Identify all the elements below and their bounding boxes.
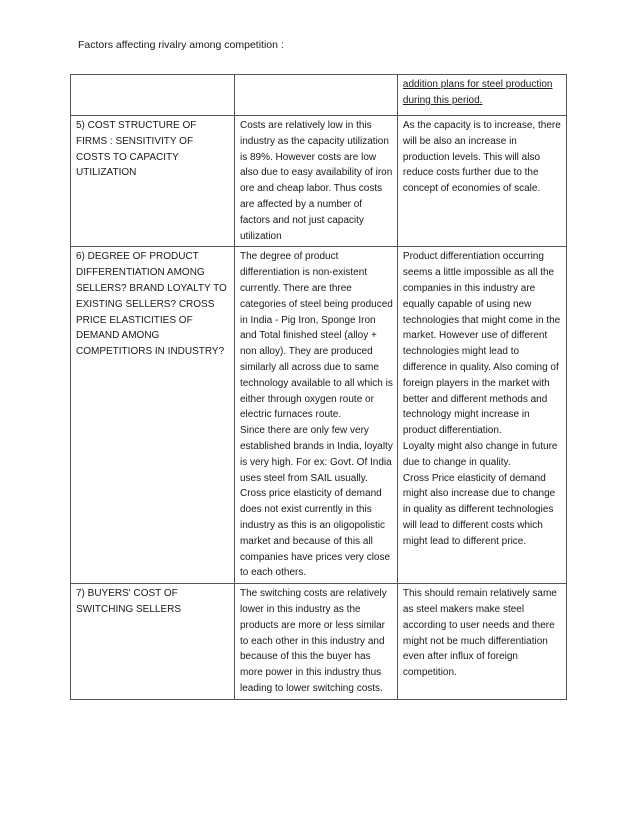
table-row-switching-cost (71, 584, 567, 700)
future-paragraph: This should remain relatively same as steel makers make steel according to user needs and there might not be much differentiation even after influx of foreign competition. (402, 588, 557, 679)
future-cell (397, 75, 566, 116)
current-paragraph: The degree of product differentiation is non-existent currently. There are three categories of steel being produced in India - Pig Iron, Sponge Iron and Total finished steel (alloy + non alloy). They are produced similarly all across due to same technology available to all which is either through oxygen route or electric furnaces route. (239, 251, 393, 421)
current-cell (234, 247, 397, 584)
page-heading: Factors affecting rivalry among competition : (78, 39, 284, 51)
future-cell (397, 116, 566, 247)
future-paragraph: Product differentiation occurring seems a little impossible as all the companies in this industry are equally capable of using new technologies that might come in the market. However use of different technologies might lead to difference in quality. Also coming of foreign players in the market with better and different methods and technology might increase in product differentiation. (402, 251, 561, 437)
future-paragraph: Loyalty might also change in future due to change in quality. (402, 440, 558, 468)
table-row-continuation (71, 75, 567, 116)
current-paragraph: Since there are only few very established brands in India, loyalty is very high. For ex: Govt. Of India uses steel from SAIL usually. (239, 425, 393, 484)
factor-cell (71, 75, 235, 116)
current-paragraph: The switching costs are relatively lower in this industry as the products are more or less similar to each other in this industry and because of this the buyer has more power in this industry thus leading to lower switching costs. (239, 588, 387, 694)
current-cell (234, 584, 397, 700)
future-cell (397, 584, 566, 700)
rivalry-factors-table (70, 74, 567, 700)
factor-cell: 6) DEGREE OF PRODUCT DIFFERENTIATION AMONG SELLERS? BRAND LOYALTY TO EXISTING SELLERS? CROSS PRICE ELASTICITIES OF DEMAND AMONG COMPETITIORS IN INDUSTRY? (71, 247, 235, 584)
future-cell (397, 247, 566, 584)
table-row-cost-structure (71, 116, 567, 247)
current-cell (234, 75, 397, 116)
table-row-product-differentiation (71, 247, 567, 584)
current-paragraph: Costs are relatively low in this industry as the capacity utilization is 89%. However costs are low also due to easy availability of iron ore and cheap labor. Thus costs are affected by a number of factors and not just capacity utilization (239, 120, 393, 242)
factor-cell: 7) BUYERS' COST OF SWITCHING SELLERS (71, 584, 235, 700)
factor-cell: 5) COST STRUCTURE OF FIRMS : SENSITIVITY OF COSTS TO CAPACITY UTILIZATION (71, 116, 235, 247)
current-cell (234, 116, 397, 247)
future-paragraph: Cross Price elasticity of demand might also increase due to change in quality as different technologies will lead to different costs which might lead to different price. (402, 472, 556, 547)
future-text-underlined: addition plans for steel production during this period. (402, 79, 553, 106)
current-paragraph: Cross price elasticity of demand does not exist currently in this industry as this is an oligopolistic market and because of this all companies have prices very close to each others. (239, 488, 391, 579)
future-paragraph: As the capacity is to increase, there will be also an increase in production levels. This will also reduce costs further due to the concept of economies of scale. (402, 120, 561, 195)
